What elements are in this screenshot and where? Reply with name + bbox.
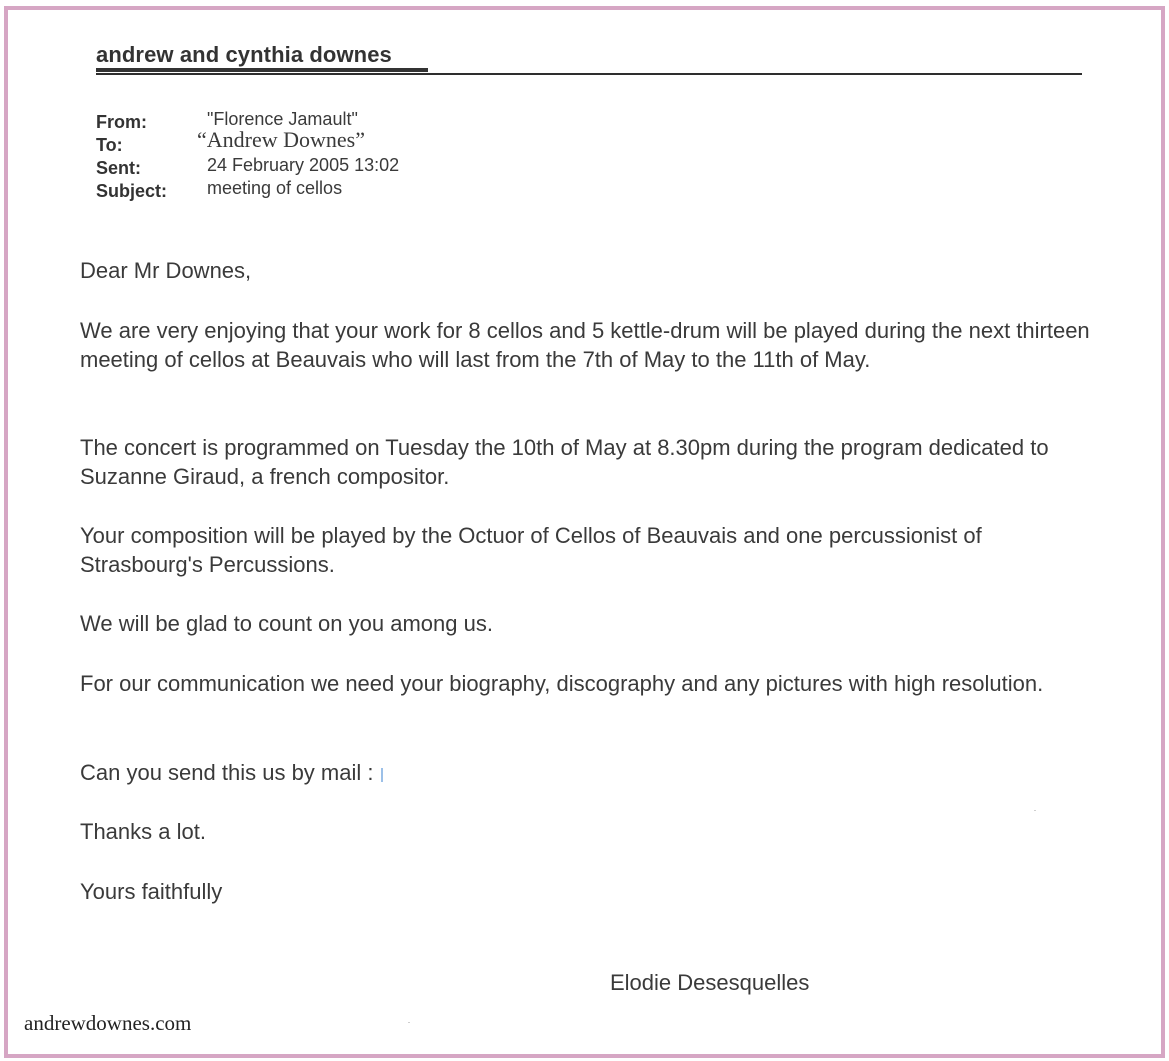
meta-sent-row	[96, 154, 399, 177]
paragraph-4: We will be glad to count on you among us.	[80, 611, 493, 636]
sent-label: Sent:	[96, 158, 141, 178]
subject-label: Subject:	[96, 181, 168, 201]
to-value: “Andrew Downes”	[197, 127, 365, 152]
paragraph-6	[80, 758, 1100, 787]
redacted-email-mark	[381, 768, 383, 782]
signature: Elodie Desesquelles	[610, 970, 810, 995]
meta-to-row	[96, 127, 399, 155]
scan-speck	[1034, 810, 1036, 811]
mail-request-text: Can you send this us by mail :	[80, 760, 374, 785]
paragraph-1: We are very enjoying that your work for 8 cellos and 5 kettle-drum will be played during the next thirteen meeting of cellos at Beauvais who will last from the 7th of May to the 11th of May.	[80, 318, 1090, 372]
sent-value: 24 February 2005 13:02	[207, 155, 400, 175]
email-meta	[96, 108, 399, 200]
paragraph-5: For our communication we need your biography, discography and any pictures with high resolution.	[80, 671, 1044, 696]
header-rule	[96, 73, 1082, 75]
footer-website: andrewdownes.com	[24, 1011, 192, 1035]
to-label: To:	[96, 135, 123, 155]
scan-speck	[408, 1022, 410, 1023]
meta-subject-row	[96, 177, 399, 200]
paragraph-3: Your composition will be played by the Octuor of Cellos of Beauvais and one percussionist of Strasbourg's Percussions.	[80, 523, 982, 577]
greeting: Dear Mr Downes,	[80, 258, 252, 283]
header-title: andrew and cynthia downes	[96, 42, 392, 67]
closing: Yours faithfully	[80, 879, 223, 904]
paragraph-7: Thanks a lot.	[80, 819, 206, 844]
subject-value: meeting of cellos	[207, 178, 343, 198]
paragraph-2: The concert is programmed on Tuesday the 10th of May at 8.30pm during the program dedicated to Suzanne Giraud, a french compositor.	[80, 435, 1049, 489]
from-value: "Florence Jamault"	[207, 109, 358, 129]
from-label: From:	[96, 112, 147, 132]
header-underline	[96, 68, 428, 72]
